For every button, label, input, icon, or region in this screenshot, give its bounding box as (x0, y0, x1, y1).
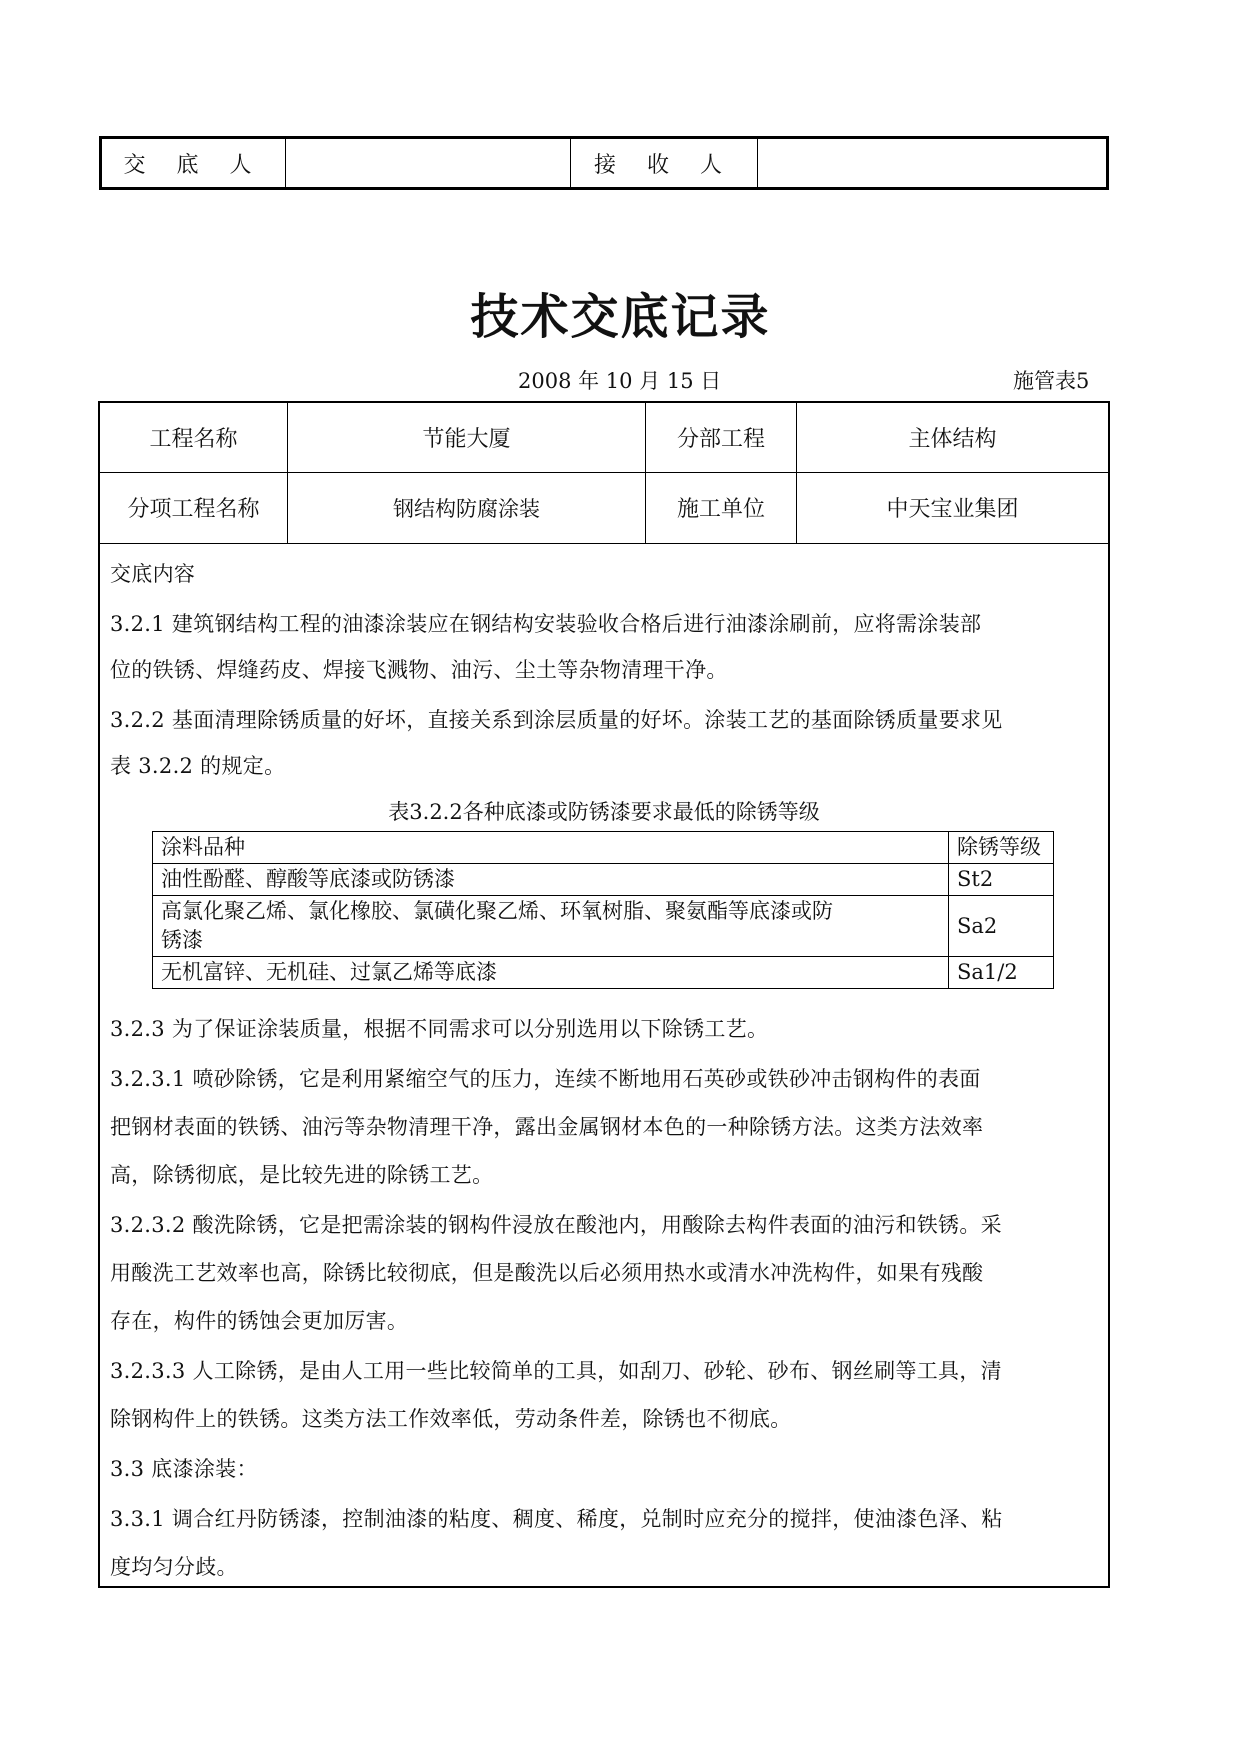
table-row (153, 957, 1054, 989)
section-heading: 3.3 底漆涂装： (110, 1457, 258, 1481)
subitem-label: 分项工程名称 (100, 472, 288, 543)
content-heading: 交底内容 (110, 562, 196, 586)
table-row (153, 896, 1054, 957)
paragraph-line: 存在，构件的锈蚀会更加厉害。 (110, 1309, 409, 1333)
coating-cell: 无机富锌、无机硅、过氯乙烯等底漆 (153, 957, 949, 989)
contractor-label: 施工单位 (646, 472, 797, 543)
grade-cell: St2 (949, 864, 1054, 896)
paragraph-line: 3.2.3.2 酸洗除锈，它是把需涂装的钢构件浸放在酸池内，用酸除去构件表面的油污和铁锈。采 (110, 1213, 1002, 1237)
paragraph-line: 3.2.3 为了保证涂装质量，根据不同需求可以分别选用以下除锈工艺。 (110, 1017, 769, 1041)
deliverer-label: 交 底 人 (101, 138, 286, 189)
project-name-label: 工程名称 (100, 403, 288, 472)
table-row (153, 864, 1054, 896)
table-caption: 表3.2.2各种底漆或防锈漆要求最低的除锈等级 (388, 800, 820, 824)
paragraph-line: 除钢构件上的铁锈。这类方法工作效率低，劳动条件差，除锈也不彻底。 (110, 1407, 792, 1431)
receiver-field[interactable] (758, 138, 1108, 189)
paragraph-line: 位的铁锈、焊缝药皮、焊接飞溅物、油污、尘土等杂物清理干净。 (110, 658, 728, 682)
contractor-value: 中天宝业集团 (797, 472, 1109, 543)
table-header-coating: 涂料品种 (153, 832, 949, 864)
form-number: 施管表5 (1013, 369, 1090, 393)
project-info-table (100, 403, 1108, 544)
paragraph-line: 3.2.2 基面清理除锈质量的好坏，直接关系到涂层质量的好坏。涂装工艺的基面除锈质量要求见 (110, 708, 1003, 732)
record-frame (98, 401, 1110, 1588)
coating-cell (153, 896, 949, 957)
paragraph-line: 高，除锈彻底，是比较先进的除锈工艺。 (110, 1163, 494, 1187)
division-value: 主体结构 (797, 403, 1109, 472)
paragraph-line: 3.3.1 调合红丹防锈漆，控制油漆的粘度、稠度、稀度，兑制时应充分的搅拌，使油漆色泽、粘 (110, 1507, 1003, 1531)
page-title: 技术交底记录 (470, 289, 771, 345)
rust-grade-table (152, 831, 1054, 989)
paragraph-line: 把钢材表面的铁锈、油污等杂物清理干净，露出金属钢材本色的一种除锈方法。这类方法效率 (110, 1115, 984, 1139)
coating-cell: 油性酚醛、醇酸等底漆或防锈漆 (153, 864, 949, 896)
paragraph-line: 3.2.3.3 人工除锈，是由人工用一些比较简单的工具，如刮刀、砂轮、砂布、钢丝刷等工具，清 (110, 1359, 1002, 1383)
paragraph-line: 用酸洗工艺效率也高，除锈比较彻底，但是酸洗以后必须用热水或清水冲洗构件，如果有残酸 (110, 1261, 984, 1285)
paragraph-line: 3.2.3.1 喷砂除锈，它是利用紧缩空气的压力，连续不断地用石英砂或铁砂冲击钢构件的表面 (110, 1067, 981, 1091)
coating-cell-line: 锈漆 (161, 928, 203, 952)
record-date: 2008 年 10 月 15 日 (518, 369, 722, 393)
signoff-table (99, 136, 1109, 190)
division-label: 分部工程 (646, 403, 797, 472)
grade-cell: Sa1/2 (949, 957, 1054, 989)
paragraph-line: 度均匀分歧。 (110, 1555, 238, 1579)
deliverer-field[interactable] (286, 138, 571, 189)
receiver-label: 接 收 人 (571, 138, 758, 189)
paragraph-line: 3.2.1 建筑钢结构工程的油漆涂装应在钢结构安装验收合格后进行油漆涂刷前，应将需涂装部 (110, 612, 982, 636)
subitem-value: 钢结构防腐涂装 (288, 472, 646, 543)
paragraph-line: 表 3.2.2 的规定。 (110, 754, 286, 778)
grade-cell: Sa2 (949, 896, 1054, 957)
coating-cell-line: 高氯化聚乙烯、氯化橡胶、氯磺化聚乙烯、环氧树脂、聚氨酯等底漆或防 (161, 899, 833, 923)
table-header-grade: 除锈等级 (949, 832, 1054, 864)
project-name-value: 节能大厦 (288, 403, 646, 472)
